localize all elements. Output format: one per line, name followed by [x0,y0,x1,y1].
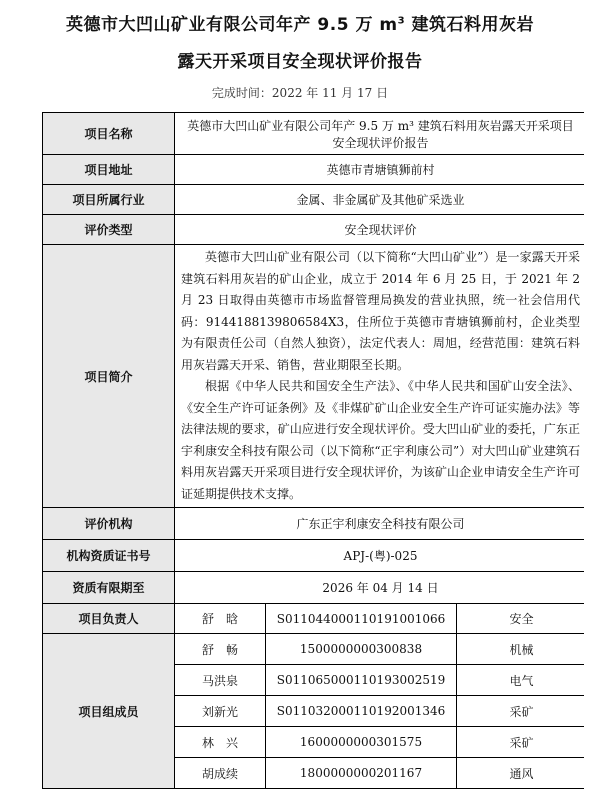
label-valid-until: 资质有限期至 [43,572,174,603]
label-industry: 项目所属行业 [43,185,174,214]
member-name: 舒 畅 [175,634,265,664]
member-name: 胡成续 [175,758,265,788]
label-cert-no: 机构资质证书号 [43,540,174,571]
member-major: 电气 [457,665,586,695]
report-info-table [42,112,584,789]
label-eval-type: 评价类型 [43,215,174,244]
member-major: 采矿 [457,727,586,757]
member-cert: 1800000000201167 [266,758,456,788]
leader-major: 安全 [457,604,586,633]
intro-paragraph-2: 根据《中华人民共和国安全生产法》、《中华人民共和国矿山安全法》、《安全生产许可证条例》及《非煤矿矿山企业安全生产许可证实施办法》等法律法规的要求，矿山应进行安全现状评价。受大凹山矿业的委托，广东正宇利康安全科技有限公司（以下简称“正宇利康公司”）对大凹山矿业建筑石料用灰岩露天开采项目进行安全现状评价，为该矿山企业申请安全生产许可证延期提供技术支撑。 [181,379,580,501]
completion-date: 完成时间：2022 年 11 月 17 日 [211,86,389,100]
intro-paragraph-1: 英德市大凹山矿业有限公司（以下简称“大凹山矿业”）是一家露天开采建筑石料用灰岩的矿山企业，成立于 2014 年 6 月 25 日，于 2021 年 2 月 23 日取得由英德市市场监督管理局换发的营业执照，统一社会信用代码：9144188139806584X3，住所位于英德市青塘镇狮前村，企业类型为有限责任公司（自然人独资），法定代表人：周旭，经营范围：建筑石料用灰岩露天开采、销售，营业期限至长期。 [181,250,580,372]
member-major: 机械 [457,634,586,664]
value-project-address: 英德市青塘镇狮前村 [175,155,586,184]
label-leader: 项目负责人 [43,604,174,633]
label-agency: 评价机构 [43,508,174,539]
leader-cert: S011044000110191001066 [266,604,456,633]
report-title-line2: 露天开采项目安全现状评价报告 [177,52,423,72]
value-agency: 广东正宇利康安全科技有限公司 [175,508,586,539]
value-project-name: 英德市大凹山矿业有限公司年产 9.5 万 m³ 建筑石料用灰岩露天开采项目安全现状评价报告 [175,113,586,154]
leader-name: 舒 晗 [175,604,265,633]
member-major: 采矿 [457,696,586,726]
member-name: 林 兴 [175,727,265,757]
member-major: 通风 [457,758,586,788]
report-title-line1 [0,10,600,35]
member-cert: S011032000110192001346 [266,696,456,726]
title-superscript: 3 [397,15,406,27]
member-name: 刘新光 [175,696,265,726]
value-industry: 金属、非金属矿及其他矿采选业 [175,185,586,214]
member-cert: 1500000000300838 [266,634,456,664]
value-valid-until: 2026 年 04 月 14 日 [175,572,586,603]
value-eval-type: 安全现状评价 [175,215,586,244]
label-project-address: 项目地址 [43,155,174,184]
member-cert: 1600000000301575 [266,727,456,757]
member-cert: S011065000110193002519 [266,665,456,695]
label-members: 项目组成员 [43,634,174,788]
title-part-a: 英德市大凹山矿业有限公司年产 9.5 万 m [66,15,398,35]
title-part-b: 建筑石料用灰岩 [405,15,534,35]
project-intro [175,245,586,507]
label-intro: 项目简介 [43,245,174,507]
value-cert-no: APJ-(粤)-025 [175,540,586,571]
label-project-name: 项目名称 [43,113,174,154]
member-name: 马洪泉 [175,665,265,695]
